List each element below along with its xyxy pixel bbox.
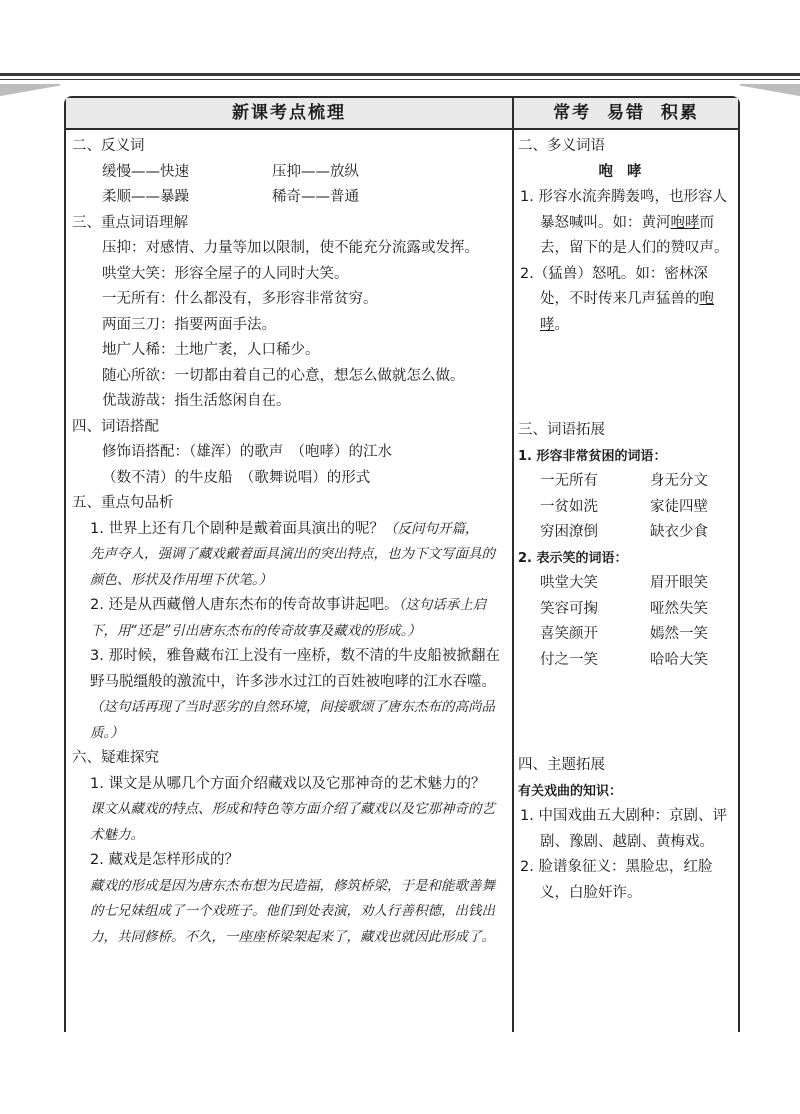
vocab-section-title: 三、重点词语理解 xyxy=(72,214,188,231)
word-item: 哄堂大笑 xyxy=(540,575,598,591)
left-column xyxy=(72,134,508,950)
inquiry-question: 1. 课文是从哪几个方面介绍藏戏以及它那神奇的艺术魅力的？ xyxy=(90,775,486,792)
sentence-note: （反问句开篇， xyxy=(383,520,479,537)
collocation-line: （数不清）的牛皮船 （歌舞说唱）的形式 xyxy=(102,469,371,486)
inquiry-answer: 课文从藏戏的特点、形成和特色等方面介绍了藏戏以及它那神奇的艺术魅力。 xyxy=(90,801,495,843)
antonym-pair: 稀奇——普通 xyxy=(272,189,359,205)
word-item: 哑然失笑 xyxy=(650,600,708,617)
sentence-note: （这句话再现了当时恶劣的自然环境，间接歌颂了唐东杰布的高尚品质。） xyxy=(90,699,495,741)
laugh-words-grid xyxy=(518,571,736,673)
word-item: 一贫如洗 xyxy=(540,498,598,515)
corner-decoration-right xyxy=(740,84,800,100)
theme-section-title: 四、主题拓展 xyxy=(518,757,605,773)
spacer xyxy=(518,338,736,418)
word-item: 付之一笑 xyxy=(540,651,598,668)
antonym-pair: 缓慢——快速 xyxy=(102,163,189,180)
sentence-note-cont: 先声夺人，强调了藏戏戴着面具演出的突出特点，也为下文写面具的颜色、形状及作用埋下伏笔。） xyxy=(90,546,495,588)
underlined-word: 咆哮 xyxy=(540,291,714,333)
column-divider xyxy=(512,96,514,1032)
word-item: 穷困潦倒 xyxy=(540,524,598,540)
sentence-text: 3. 那时候，雅鲁藏布江上没有一座桥，数不清的牛皮船被掀翻在野马脱缰般的激流中，许多涉水过江的百姓被咆哮的江水吞噬。 xyxy=(90,648,500,690)
meaning-item xyxy=(518,185,736,262)
vocab-term: 压抑：对感情、力量等加以限制，使不能充分流露或发挥。 xyxy=(102,240,479,256)
meaning-text: 2.（猛兽）怒吼。如：密林深处，不时传来几声猛兽的 xyxy=(520,265,708,307)
antonym-row xyxy=(72,160,508,186)
sentence-section-title: 五、重点句品析 xyxy=(72,495,174,511)
antonym-pair: 柔顺——暴躁 xyxy=(102,189,189,205)
vocab-term: 哄堂大笑：形容全屋子的人同时大笑。 xyxy=(102,265,349,282)
underlined-word: 咆哮 xyxy=(670,214,700,231)
word-item: 身无分文 xyxy=(650,473,708,489)
vocab-term: 随心所欲：一切都由着自己的心意，想怎么做就怎么做。 xyxy=(102,367,465,384)
sentence-item-2 xyxy=(72,593,508,644)
antonym-section-title: 二、反义词 xyxy=(72,138,145,154)
word-item: 笑容可掬 xyxy=(540,600,598,617)
word-item: 哈哈大笑 xyxy=(650,651,708,668)
spacer xyxy=(518,673,736,753)
antonym-pair: 压抑——放纵 xyxy=(272,163,359,180)
opera-knowledge-title: 有关戏曲的知识： xyxy=(518,783,623,799)
poor-words-grid xyxy=(518,469,736,546)
top-rule xyxy=(0,73,800,81)
word-item: 喜笑颜开 xyxy=(540,626,598,642)
right-column xyxy=(518,134,736,906)
sentence-text: 1. 世界上还有几个剧种是戴着面具演出的呢？ xyxy=(90,520,384,537)
right-column-header: 常考 易错 积累 xyxy=(514,98,738,130)
poor-words-title: 1. 形容非常贫困的词语： xyxy=(518,448,667,464)
opera-fact: 2. 脸谱象征义：黑脸忠，红脸义，白脸奸诈。 xyxy=(520,859,713,901)
vocab-term: 地广人稀：土地广袤，人口稀少。 xyxy=(102,342,320,358)
word-item: 眉开眼笑 xyxy=(650,575,708,591)
sentence-note: （这句话承上启下，用“还是”引出唐东杰布的传奇故事及藏戏的形成。） xyxy=(90,597,487,639)
opera-fact: 1. 中国戏曲五大剧种：京剧、评剧、豫剧、越剧、黄梅戏。 xyxy=(520,808,727,850)
word-item: 一无所有 xyxy=(540,473,598,489)
corner-decoration-left xyxy=(0,84,60,100)
polysemy-word: 咆哮 xyxy=(598,163,656,180)
vocab-term: 两面三刀：指要两面手法。 xyxy=(102,316,276,333)
inquiry-section-title: 六、疑难探究 xyxy=(72,750,159,766)
collocation-section-title: 四、词语搭配 xyxy=(72,418,159,435)
meaning-text: 1. 形容水流奔腾轰鸣，也形容人暴怒喊叫。如：黄河 xyxy=(520,189,727,231)
meaning-text: 。 xyxy=(554,316,569,333)
vocab-term: 一无所有：什么都没有，多形容非常贫穷。 xyxy=(102,291,378,307)
inquiry-answer: 藏戏的形成是因为唐东杰布想为民造福，修筑桥梁，于是和能歌善舞的七兄妹组成了一个戏班子。他们到处表演，劝人行善积德，出钱出力，共同修桥。不久，一座座桥梁架起来了，藏戏也就因此形成了。 xyxy=(90,877,495,945)
left-column-header: 新课考点梳理 xyxy=(66,98,512,130)
vocab-term: 优哉游哉：指生活悠闲自在。 xyxy=(102,393,291,409)
collocation-line: 修饰语搭配：（雄浑）的歌声 （咆哮）的江水 xyxy=(102,444,392,460)
polysemy-section-title: 二、多义词语 xyxy=(518,138,605,154)
word-item: 缺衣少食 xyxy=(650,524,708,540)
meaning-text: 而去，留下的是人们的赞叹声。 xyxy=(540,214,729,256)
expansion-section-title: 三、词语拓展 xyxy=(518,422,605,438)
sentence-item-1 xyxy=(72,517,508,594)
sentence-text: 2. 还是从西藏僧人唐东杰布的传奇故事讲起吧。 xyxy=(90,597,399,613)
antonym-row xyxy=(72,185,508,211)
sentence-item-3 xyxy=(72,644,508,746)
word-item: 家徒四壁 xyxy=(650,498,708,515)
inquiry-question: 2. 藏戏是怎样形成的？ xyxy=(90,852,239,868)
meaning-item xyxy=(518,262,736,339)
word-item: 嫣然一笑 xyxy=(650,626,708,642)
laugh-words-title: 2. 表示笑的词语： xyxy=(518,550,628,566)
